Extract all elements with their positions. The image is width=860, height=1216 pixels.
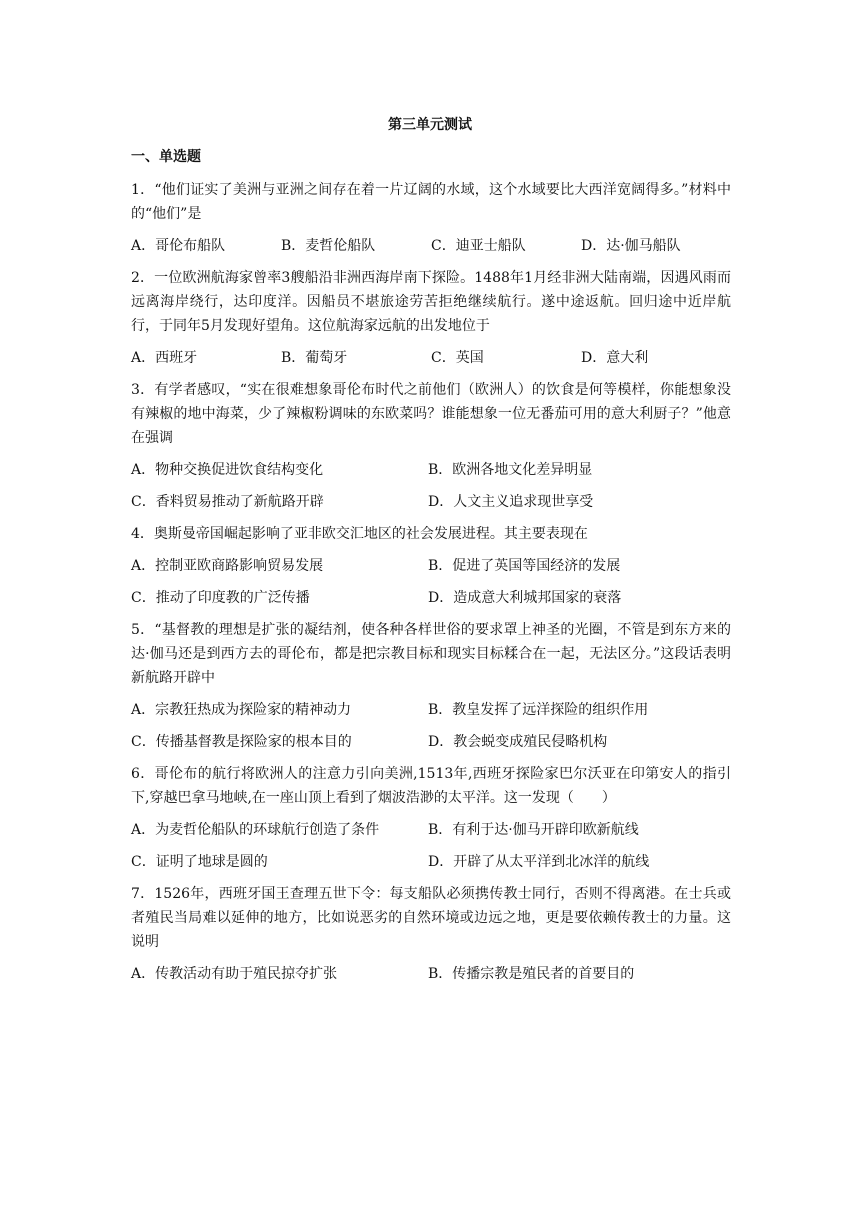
question-3 xyxy=(131,378,731,522)
option-d: D．意大利 xyxy=(581,350,649,366)
option-c: C．迪亚士船队 xyxy=(431,238,526,254)
question-6 xyxy=(131,762,731,882)
option-b: B．促进了英国等国经济的发展 xyxy=(428,558,621,574)
option-d: D．教会蜕变成殖民侵略机构 xyxy=(428,734,608,750)
option-d: D．开辟了从太平洋到北冰洋的航线 xyxy=(428,854,650,870)
options xyxy=(131,554,731,618)
option-b: B．传播宗教是殖民者的首要目的 xyxy=(428,966,635,982)
question-stem: 7．1526年，西班牙国王查理五世下令：每支船队必须携传教士同行，否则不得离港。在士兵或者殖民当局难以延伸的地方，比如说恶劣的自然环境或边远之地，更是要依赖传教士的力量。这说明 xyxy=(131,886,731,950)
question-stem: 4．奥斯曼帝国崛起影响了亚非欧交汇地区的社会发展进程。其主要表现在 xyxy=(131,526,588,542)
option-c: C．英国 xyxy=(431,350,484,366)
option-c: C．传播基督教是探险家的根本目的 xyxy=(131,734,352,750)
option-d: D．达·伽马船队 xyxy=(581,238,681,254)
option-b: B．葡萄牙 xyxy=(281,350,348,366)
option-d: D．人文主义追求现世享受 xyxy=(428,494,594,510)
option-c: C．香料贸易推动了新航路开辟 xyxy=(131,494,324,510)
question-7 xyxy=(131,882,731,994)
page-title: 第三单元测试 xyxy=(388,117,472,133)
section-heading: 一、单选题 xyxy=(131,149,201,165)
options xyxy=(131,698,731,762)
options xyxy=(131,346,731,370)
option-c: C．证明了地球是圆的 xyxy=(131,854,268,870)
option-b: B．教皇发挥了远洋探险的组织作用 xyxy=(428,702,649,718)
option-a: A．物种交换促进饮食结构变化 xyxy=(131,462,324,478)
option-a: A．传教活动有助于殖民掠夺扩张 xyxy=(131,966,338,982)
question-4 xyxy=(131,522,731,618)
option-b: B．有利于达·伽马开辟印欧新航线 xyxy=(428,822,639,838)
question-stem: 1．“他们证实了美洲与亚洲之间存在着一片辽阔的水域，这个水域要比大西洋宽阔得多。”材料中的“他们”是 xyxy=(131,182,731,222)
option-d: D．造成意大利城邦国家的衰落 xyxy=(428,590,622,606)
option-a: A．宗教狂热成为探险家的精神动力 xyxy=(131,702,352,718)
option-a: A．西班牙 xyxy=(131,350,198,366)
question-stem: 6．哥伦布的航行将欧洲人的注意力引向美洲,1513年,西班牙探险家巴尔沃亚在印第安人的指引下,穿越巴拿马地峡,在一座山顶上看到了烟波浩渺的太平洋。这一发现（ ） xyxy=(131,766,731,806)
question-stem: 5．“基督教的理想是扩张的凝结剂，使各种各样世俗的要求罩上神圣的光圈，不管是到东方来的达·伽马还是到西方去的哥伦布，都是把宗教目标和现实目标糅合在一起，无法区分。”这段话表明新航路开辟中 xyxy=(131,622,731,686)
option-c: C．推动了印度教的广泛传播 xyxy=(131,590,310,606)
option-b: B．欧洲各地文化差异明显 xyxy=(428,462,593,478)
option-b: B．麦哲伦船队 xyxy=(281,238,376,254)
question-1 xyxy=(131,178,731,258)
options xyxy=(131,962,731,994)
question-5 xyxy=(131,618,731,762)
options xyxy=(131,818,731,882)
question-list xyxy=(131,178,731,994)
options xyxy=(131,234,731,258)
question-stem: 2．一位欧洲航海家曾率3艘船沿非洲西海岸南下探险。1488年1月经非洲大陆南端，因遇风雨而远离海岸绕行，达印度洋。因船员不堪旅途劳苦拒绝继续航行。遂中途返航。回归途中近岸航行，于同年5月发现好望角。这位航海家远航的出发地位于 xyxy=(131,270,731,334)
option-a: A．为麦哲伦船队的环球航行创造了条件 xyxy=(131,822,380,838)
option-a: A．控制亚欧商路影响贸易发展 xyxy=(131,558,324,574)
options xyxy=(131,458,731,522)
question-2 xyxy=(131,266,731,370)
question-stem: 3．有学者感叹，“实在很难想象哥伦布时代之前他们（欧洲人）的饮食是何等模样，你能想象没有辣椒的地中海菜，少了辣椒粉调味的东欧菜吗？谁能想象一位无番茄可用的意大利厨子？”他意在强调 xyxy=(131,382,731,446)
option-a: A．哥伦布船队 xyxy=(131,238,226,254)
